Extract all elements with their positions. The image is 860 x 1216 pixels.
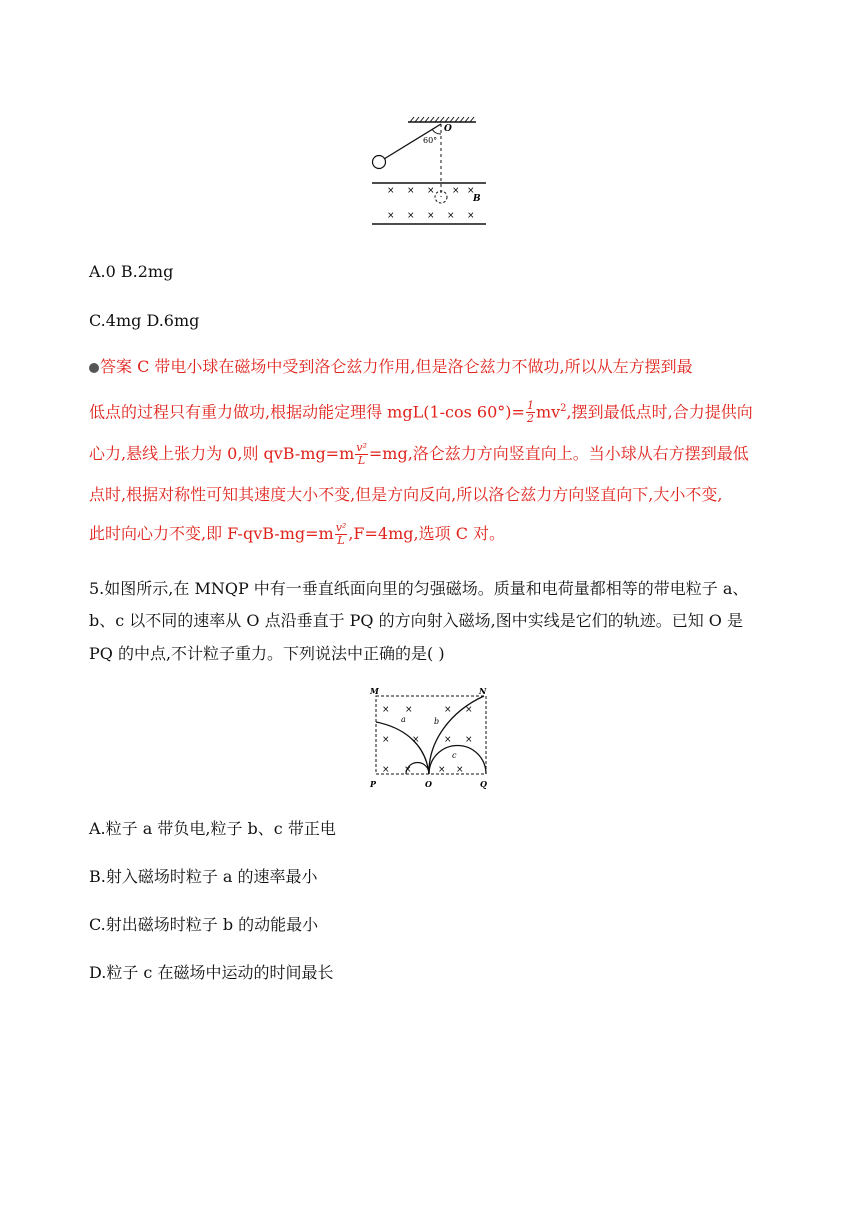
svg-text:P: P bbox=[370, 779, 377, 789]
answer-badge-icon bbox=[89, 363, 99, 373]
q5-stem-line1: 5.如图所示,在 MNQP 中有一垂直纸面向里的匀强磁场。质量和电荷量都相等的带电粒子 a、 bbox=[89, 579, 749, 598]
svg-text:×: × bbox=[387, 186, 395, 196]
answer-line-2: 低点的过程只有重力做功,根据动能定理得 mgL(1-cos 60°)= $\frac{1}{2}$ $mv^2$,摆到最低点时,合力提供向 bbox=[89, 399, 753, 426]
svg-text:×: × bbox=[467, 211, 475, 221]
svg-text:Q: Q bbox=[480, 779, 487, 789]
svg-text:O: O bbox=[425, 779, 432, 789]
label-b: b bbox=[434, 717, 440, 726]
svg-text:×: × bbox=[387, 211, 395, 221]
svg-text:×: × bbox=[382, 735, 390, 745]
svg-text:×: × bbox=[444, 705, 452, 715]
label-angle: 60° bbox=[423, 136, 438, 145]
answer-line-1: 答案 C 带电小球在磁场中受到洛仑兹力作用,但是洛仑兹力不做功,所以从左方摆到最 bbox=[89, 356, 693, 378]
trajectory-b bbox=[429, 696, 484, 774]
svg-text:×: × bbox=[438, 765, 446, 775]
answer-line-4: 点时,根据对称性可知其速度大小不变,但是方向反向,所以洛仑兹力方向竖直向下,大小不变, bbox=[89, 485, 723, 504]
svg-text:×: × bbox=[382, 705, 390, 715]
svg-text:×: × bbox=[456, 765, 464, 775]
svg-text:×: × bbox=[407, 211, 415, 221]
field-crosses bbox=[387, 186, 475, 221]
q5-option-c: C.射出磁场时粒子 b 的动能最小 bbox=[89, 915, 319, 934]
q5-option-a: A.粒子 a 带负电,粒子 b、c 带正电 bbox=[89, 819, 336, 838]
svg-text:×: × bbox=[444, 735, 452, 745]
svg-text:×: × bbox=[407, 186, 415, 196]
svg-text:×: × bbox=[427, 186, 435, 196]
svg-text:×: × bbox=[465, 735, 473, 745]
trajectory-figure bbox=[366, 686, 494, 792]
svg-text:×: × bbox=[465, 705, 473, 715]
q4-options-line1: A.0 B.2mg bbox=[89, 262, 174, 281]
svg-text:M: M bbox=[370, 686, 379, 696]
label-O: O bbox=[444, 124, 452, 134]
pendulum-figure bbox=[368, 112, 490, 232]
answer-line-5: 此时向心力不变,即 F-qvB-mg=m $\frac{\text{v²}}{L}$ ,F=4mg,选项 C 对。 bbox=[89, 521, 506, 547]
label-B: B bbox=[473, 194, 481, 204]
svg-text:×: × bbox=[412, 735, 420, 745]
svg-text:×: × bbox=[405, 705, 413, 715]
q5-stem-line2: b、c 以不同的速率从 O 点沿垂直于 PQ 的方向射入磁场,图中实线是它们的轨迹。已知 O 是 bbox=[89, 611, 744, 630]
svg-text:×: × bbox=[447, 211, 455, 221]
svg-text:×: × bbox=[382, 765, 390, 775]
label-a: a bbox=[401, 715, 406, 724]
svg-text:N: N bbox=[479, 686, 487, 696]
q5-option-d: D.粒子 c 在磁场中运动的时间最长 bbox=[89, 963, 334, 982]
svg-text:×: × bbox=[452, 186, 460, 196]
q5-option-b: B.射入磁场时粒子 a 的速率最小 bbox=[89, 867, 318, 886]
answer-line-3: 心力,悬线上张力为 0,则 qvB-mg=m $\frac{\text{v²}}{L}$ =mg,洛仑兹力方向竖直向上。当小球从右方摆到最低 bbox=[89, 441, 749, 467]
ball-left bbox=[373, 156, 386, 169]
svg-text:×: × bbox=[427, 211, 435, 221]
label-c: c bbox=[452, 751, 457, 760]
q5-stem-line3: PQ 的中点,不计粒子重力。下列说法中正确的是( ) bbox=[89, 644, 445, 663]
q4-options-line2: C.4mg D.6mg bbox=[89, 311, 200, 330]
svg-text:×: × bbox=[404, 765, 412, 775]
svg-text:×: × bbox=[467, 186, 475, 196]
